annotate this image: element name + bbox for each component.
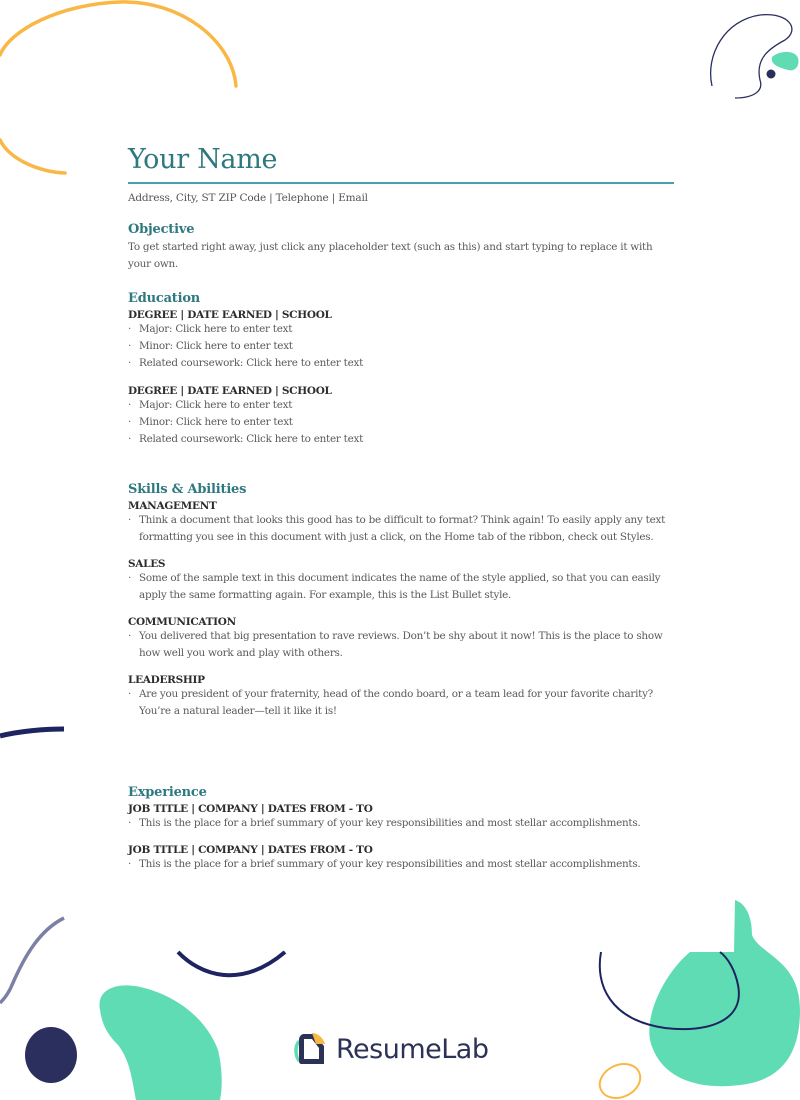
- skills-title: Skills & Abilities: [128, 482, 247, 497]
- navy-curve-top-right: [711, 15, 792, 98]
- experience-title: Experience: [128, 785, 207, 800]
- yellow-ring-bottom-right: [594, 1058, 646, 1100]
- job-summary[interactable]: · This is the place for a brief summary of your key responsibilities and most stellar accomplishments.: [128, 815, 674, 832]
- education-minor[interactable]: · Minor: Click here to enter text: [128, 414, 674, 431]
- education-entry-list: [128, 397, 674, 448]
- skill-heading[interactable]: MANAGEMENT: [128, 500, 217, 512]
- skill-text[interactable]: · You delivered that big presentation to rave reviews. Don’t be shy about it now! This is the place to show how well you work and play with others.: [128, 628, 674, 662]
- resume-name[interactable]: Your Name: [128, 144, 278, 175]
- navy-smile: [178, 952, 285, 975]
- navy-stroke-left: [0, 729, 64, 736]
- header-divider: [128, 182, 674, 184]
- navy-curve-bottom-right: [600, 952, 739, 1029]
- skill-text[interactable]: · Some of the sample text in this document indicates the name of the style applied, so that you can easily apply the same formatting again. For example, this is the List Bullet style.: [128, 570, 674, 604]
- education-coursework[interactable]: · Related coursework: Click here to enter text: [128, 431, 674, 448]
- job-summary[interactable]: · This is the place for a brief summary of your key responsibilities and most stellar accomplishments.: [128, 856, 674, 873]
- objective-text[interactable]: To get started right away, just click any placeholder text (such as this) and start typing to replace it with your own.: [128, 241, 653, 270]
- resumelab-logo: [290, 1030, 489, 1068]
- green-blob-top-right: [772, 52, 799, 71]
- education-title: Education: [128, 291, 201, 306]
- section-education: [128, 291, 674, 448]
- education-minor[interactable]: · Minor: Click here to enter text: [128, 338, 674, 355]
- job-heading[interactable]: JOB TITLE | COMPANY | DATES FROM - TO: [128, 844, 373, 856]
- section-objective: [128, 222, 674, 273]
- green-blob-bottom: [99, 985, 221, 1100]
- logo-text-lab: Lab: [441, 1033, 489, 1065]
- skill-text[interactable]: · Think a document that looks this good has to be difficult to format? Think again! To easily apply any text formatting you see in this document with just a click, on the Home tab of the ribbon, check out Styles.: [128, 512, 674, 546]
- green-blob-bottom-right: [649, 900, 800, 1086]
- skill-heading[interactable]: SALES: [128, 558, 166, 570]
- education-entry-heading[interactable]: DEGREE | DATE EARNED | SCHOOL: [128, 309, 332, 321]
- resumelab-wordmark: [336, 1034, 489, 1065]
- objective-title: Objective: [128, 222, 195, 237]
- skill-heading[interactable]: COMMUNICATION: [128, 616, 236, 628]
- section-experience: [128, 785, 674, 873]
- skill-heading[interactable]: LEADERSHIP: [128, 674, 205, 686]
- skill-text[interactable]: · Are you president of your fraternity, head of the condo board, or a team lead for your favorite charity? You’re a natural leader—tell it like it is!: [128, 686, 674, 720]
- education-major[interactable]: · Major: Click here to enter text: [128, 397, 674, 414]
- contact-info[interactable]: Address, City, ST ZIP Code | Telephone | Email: [128, 192, 368, 204]
- logo-text-resume: Resume: [336, 1033, 442, 1065]
- navy-dot-bottom-left: [25, 1027, 77, 1083]
- education-major[interactable]: · Major: Click here to enter text: [128, 321, 674, 338]
- education-coursework[interactable]: · Related coursework: Click here to enter text: [128, 355, 674, 372]
- navy-stroke-bottom-left: [0, 918, 64, 1003]
- section-skills: [128, 482, 674, 720]
- education-entry-list: [128, 321, 674, 372]
- job-heading[interactable]: JOB TITLE | COMPANY | DATES FROM - TO: [128, 803, 373, 815]
- education-entry-heading[interactable]: DEGREE | DATE EARNED | SCHOOL: [128, 385, 332, 397]
- navy-dot-top-right: [767, 70, 776, 79]
- resumelab-logo-icon: [290, 1030, 328, 1068]
